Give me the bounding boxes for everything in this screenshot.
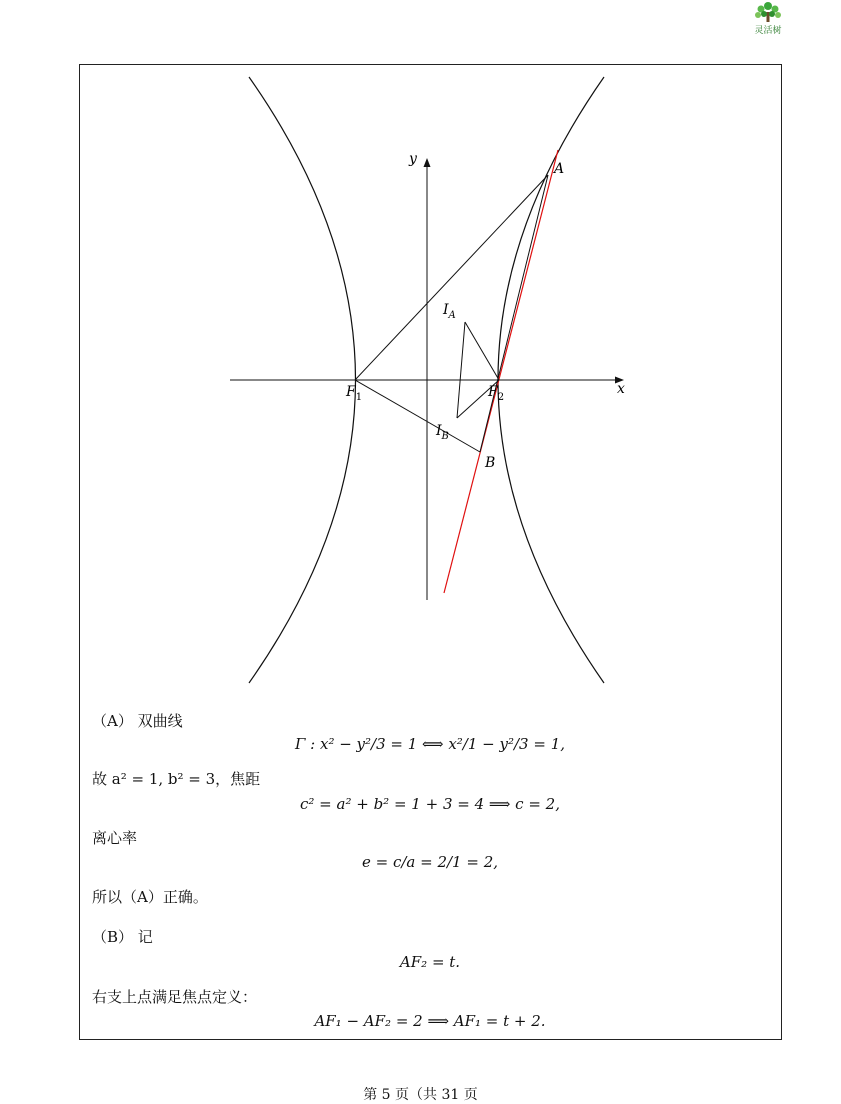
eccentricity-label: 离心率 bbox=[92, 829, 138, 847]
segment-IA-IB bbox=[457, 322, 465, 418]
equation-af1: AF₁ − AF₂ = 2 ⟹ AF₁ = t + 2. bbox=[314, 1012, 546, 1030]
y-axis-arrow bbox=[424, 158, 431, 167]
label-IA: $I_A$ bbox=[443, 302, 456, 321]
page-footer: 第 5 页（共 31 页 bbox=[363, 1087, 478, 1103]
equation-e: e = c/a = 2/1 = 2, bbox=[361, 853, 499, 871]
label-y: y bbox=[409, 151, 417, 167]
segment-IA-F2 bbox=[465, 322, 499, 380]
label-F2: $F_2$ bbox=[488, 384, 505, 403]
segment-F1-B bbox=[355, 380, 480, 452]
segment-A-B bbox=[480, 175, 548, 452]
label-B: B bbox=[485, 455, 496, 471]
label-IB: $I_B$ bbox=[436, 423, 449, 442]
label-F1: $F_1$ bbox=[346, 384, 363, 403]
equation-c: c² = a² + b² = 1 + 3 = 4 ⟹ c = 2, bbox=[300, 795, 560, 813]
focus-definition-line: 右支上点满足焦点定义： bbox=[92, 988, 258, 1006]
part-a-conclusion: 所以（A）正确。 bbox=[92, 888, 208, 906]
part-b-heading: （B） 记 bbox=[92, 928, 153, 946]
equation-hyperbola: Γ : x² − y²/3 = 1 ⟺ x²/1 − y²/3 = 1, bbox=[294, 735, 566, 753]
focal-distance-line: 故 a² = 1, b² = 3，焦距 bbox=[92, 770, 261, 788]
label-A: A bbox=[554, 161, 565, 177]
segment-F1-A bbox=[355, 175, 548, 380]
label-x: x bbox=[617, 381, 625, 397]
part-a-heading: （A） 双曲线 bbox=[92, 712, 183, 730]
equation-af2: AF₂ = t. bbox=[399, 953, 461, 971]
logo-text: 灵活树 bbox=[754, 26, 782, 36]
